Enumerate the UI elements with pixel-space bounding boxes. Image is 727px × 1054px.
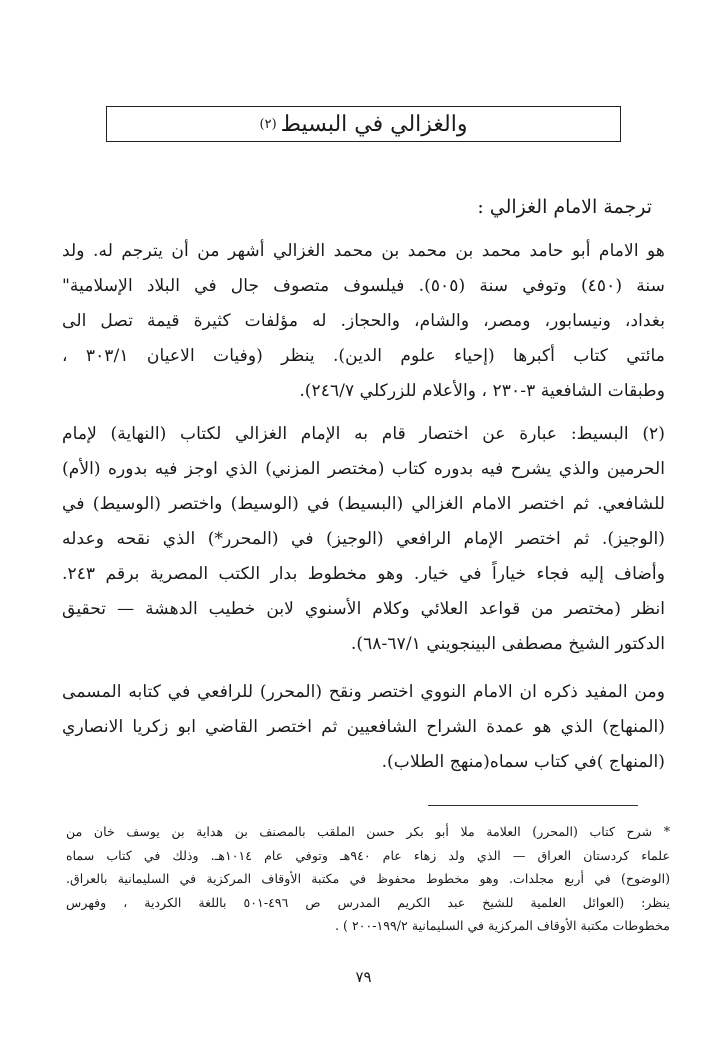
text-line: بغداد، ونيسابور، ومصر، والشام، والحجاز. له مؤلفات كثيرة قيمة تصل الى [62, 311, 665, 331]
text-line: مائتي كتاب أكبرها (إحياء علوم الدين). ينظر (وفيات الاعيان ٣٠٣/١ ، [62, 346, 665, 366]
text-line: (المنهاج )في كتاب سماه(منهج الطلاب). [381, 752, 665, 772]
paragraph-nawawi [62, 675, 665, 780]
footnote-line: * شرح كتاب (المحرر) العلامة ملا أبو بكر حسن الملقب بالمصنف بن هداية بن يوسف خان من [66, 824, 670, 839]
title-note-reference: (٢) [259, 116, 277, 132]
text-line: وطبقات الشافعية ٣-٢٣٠ ، والأعلام للزركلي ٢٤٦/٧). [299, 381, 665, 401]
footnote-line: (الوضوح) في أربع مجلدات. وهو مخطوط محفوظ في مكتبة الأوقاف المركزية في السليمانية بالعراق. [66, 871, 670, 886]
text-line: للشافعي. ثم اختصر الامام الغزالي (البسيط) في (الوسيط) واختصر (الوسيط) في [62, 494, 665, 514]
biography-heading: ترجمة الامام الغزالي : [477, 196, 652, 218]
text-line: (٢) البسيط: عبارة عن اختصار قام به الإمام الغزالي لكتاب (النهاية) لإمام [62, 424, 665, 444]
text-line: ومن المفيد ذكره ان الامام النووي اختصر ونقح (المحرر) للرافعي في كتابه المسمى [62, 682, 665, 702]
footnote-line: ينظر: (العوائل العلمية للشيخ عبد الكريم المدرس ص ٤٩٦-٥٠١ باللغة الكردية ، وفهرس [66, 894, 670, 910]
footnote-line: علماء كردستان العراق — الذي ولد زهاء عام ٩٤٠هـ وتوفي عام ١٠١٤هـ. وذلك في كتاب سماه [66, 847, 670, 863]
page-number: ٧٩ [355, 968, 372, 986]
text-line: (الوجيز). ثم اختصر الإمام الرافعي (الوجيز) في (المحرر*) الذي نقحه وعدله [62, 529, 665, 549]
text-line: انظر (مختصر من قواعد العلائي وكلام الأسنوي لابن خطيب الدهشة — تحقيق [62, 599, 665, 619]
footnote-line: مخطوطات مكتبة الأوقاف المركزية في السليمانية ١٩٩/٢-٢٠٠ ) . [335, 918, 670, 933]
paragraph-biography [62, 234, 665, 409]
text-line: الحرمين والذي يشرح فيه بدوره كتاب (مختصر المزني) الذي اوجز فيه بدوره (الأم) [62, 459, 665, 479]
text-line: (المنهاج) الذي هو عمدة الشراح الشافعيين ثم اختصر القاضي ابو زكريا الانصاري [62, 717, 665, 737]
text-line: وأضاف إليه فجاء خياراً في خيار. وهو مخطوط بدار الكتب المصرية برقم ٢٤٣. [62, 564, 665, 584]
paragraph-basit-note [62, 417, 665, 662]
section-title-box [106, 106, 621, 142]
text-line: هو الامام أبو حامد محمد بن محمد بن محمد الغزالي أشهر من أن يترجم له. ولد [62, 241, 665, 261]
footnote-separator [428, 805, 638, 806]
text-line: الدكتور الشيخ مصطفى البينجويني ٦٧/١-٦٨). [350, 634, 665, 654]
footnote [66, 820, 670, 938]
text-line: سنة (٤٥٠) وتوفي سنة (٥٠٥). فيلسوف متصوف جال في البلاد الإسلامية" [62, 276, 665, 296]
section-title: والغزالي في البسيط [280, 111, 468, 137]
